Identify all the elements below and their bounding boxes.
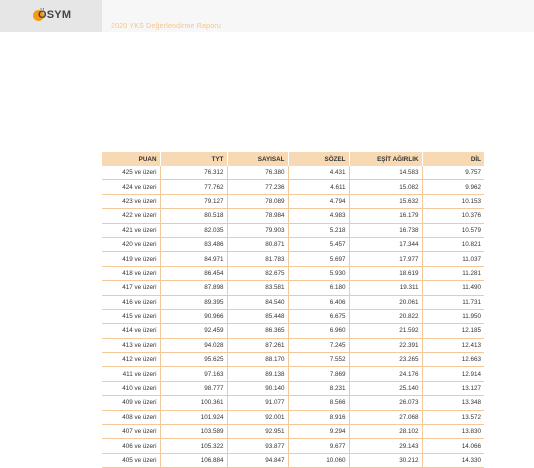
table-cell: 5.697 xyxy=(288,252,349,266)
table-cell: 82.035 xyxy=(160,223,227,237)
table-header-row xyxy=(102,152,484,166)
table-cell: 423 ve üzeri xyxy=(102,194,160,208)
table-row xyxy=(102,396,484,410)
table-cell: 424 ve üzeri xyxy=(102,180,160,194)
table-cell: 87.261 xyxy=(227,338,288,352)
table-row xyxy=(102,281,484,295)
table-cell: 418 ve üzeri xyxy=(102,266,160,280)
table-cell: 79.903 xyxy=(227,223,288,237)
table-cell: 4.611 xyxy=(288,180,349,194)
table-cell: 82.675 xyxy=(227,266,288,280)
table-cell: 4.431 xyxy=(288,166,349,180)
table-cell: 24.176 xyxy=(349,367,422,381)
table-cell: 25.140 xyxy=(349,381,422,395)
column-header: TYT xyxy=(160,152,227,166)
osym-logo xyxy=(0,0,102,32)
table-cell: 12.413 xyxy=(422,338,484,352)
table-cell: 4.794 xyxy=(288,194,349,208)
table-cell: 13.127 xyxy=(422,381,484,395)
table-row xyxy=(102,252,484,266)
table-cell: 83.581 xyxy=(227,281,288,295)
table-cell: 19.311 xyxy=(349,281,422,295)
table-cell: 17.977 xyxy=(349,252,422,266)
table-cell: 405 ve üzeri xyxy=(102,453,160,467)
table-cell: 6.406 xyxy=(288,295,349,309)
table-cell: 10.153 xyxy=(422,194,484,208)
column-header: DİL xyxy=(422,152,484,166)
table-cell: 419 ve üzeri xyxy=(102,252,160,266)
table-cell: 412 ve üzeri xyxy=(102,353,160,367)
table-cell: 22.391 xyxy=(349,338,422,352)
table-cell: 95.625 xyxy=(160,353,227,367)
table-cell: 20.061 xyxy=(349,295,422,309)
table-cell: 11.037 xyxy=(422,252,484,266)
table-cell: 84.540 xyxy=(227,295,288,309)
table-cell: 13.348 xyxy=(422,396,484,410)
table-cell: 16.738 xyxy=(349,223,422,237)
table-cell: 10.579 xyxy=(422,223,484,237)
column-header: PUAN xyxy=(102,152,160,166)
table-cell: 88.170 xyxy=(227,353,288,367)
table-cell: 13.830 xyxy=(422,425,484,439)
table-cell: 6.960 xyxy=(288,324,349,338)
table-row xyxy=(102,367,484,381)
table-cell: 14.330 xyxy=(422,453,484,467)
table-cell: 6.675 xyxy=(288,309,349,323)
table-cell: 20.822 xyxy=(349,309,422,323)
table-cell: 9.757 xyxy=(422,166,484,180)
report-title: 2020 YKS Değerlendirme Raporu xyxy=(111,23,221,30)
table-cell: 21.592 xyxy=(349,324,422,338)
table-cell: 6.180 xyxy=(288,281,349,295)
column-header: SAYISAL xyxy=(227,152,288,166)
table-row xyxy=(102,324,484,338)
table-row xyxy=(102,453,484,467)
table-cell: 27.068 xyxy=(349,410,422,424)
table-cell: 422 ve üzeri xyxy=(102,209,160,223)
table-cell: 410 ve üzeri xyxy=(102,381,160,395)
table-cell: 5.930 xyxy=(288,266,349,280)
table-cell: 7.869 xyxy=(288,367,349,381)
table-cell: 76.380 xyxy=(227,166,288,180)
table-cell: 78.089 xyxy=(227,194,288,208)
table-cell: 84.971 xyxy=(160,252,227,266)
table-cell: 7.552 xyxy=(288,353,349,367)
table-row xyxy=(102,295,484,309)
table-cell: 11.281 xyxy=(422,266,484,280)
table-cell: 97.163 xyxy=(160,367,227,381)
table-cell: 12.185 xyxy=(422,324,484,338)
table-cell: 10.376 xyxy=(422,209,484,223)
table-cell: 9.962 xyxy=(422,180,484,194)
table-cell: 94.847 xyxy=(227,453,288,467)
table-row xyxy=(102,425,484,439)
table-cell: 92.951 xyxy=(227,425,288,439)
table-cell: 420 ve üzeri xyxy=(102,237,160,251)
table-cell: 14.066 xyxy=(422,439,484,453)
table-cell: 100.361 xyxy=(160,396,227,410)
table-cell: 90.966 xyxy=(160,309,227,323)
table-cell: 26.073 xyxy=(349,396,422,410)
table-cell: 29.143 xyxy=(349,439,422,453)
table-cell: 30.212 xyxy=(349,453,422,467)
table-row xyxy=(102,223,484,237)
table-cell: 90.140 xyxy=(227,381,288,395)
table-cell: 407 ve üzeri xyxy=(102,425,160,439)
table-cell: 16.179 xyxy=(349,209,422,223)
table-row xyxy=(102,309,484,323)
table-cell: 103.589 xyxy=(160,425,227,439)
column-header: SÖZEL xyxy=(288,152,349,166)
table-cell: 78.984 xyxy=(227,209,288,223)
table-cell: 8.566 xyxy=(288,396,349,410)
table-cell: 5.218 xyxy=(288,223,349,237)
table-cell: 14.583 xyxy=(349,166,422,180)
table-cell: 421 ve üzeri xyxy=(102,223,160,237)
table-cell: 408 ve üzeri xyxy=(102,410,160,424)
table-cell: 411 ve üzeri xyxy=(102,367,160,381)
table-cell: 77.236 xyxy=(227,180,288,194)
table-cell: 8.231 xyxy=(288,381,349,395)
table-cell: 15.082 xyxy=(349,180,422,194)
table-cell: 15.632 xyxy=(349,194,422,208)
table-cell: 413 ve üzeri xyxy=(102,338,160,352)
table-row xyxy=(102,166,484,180)
table-cell: 13.572 xyxy=(422,410,484,424)
table-cell: 92.459 xyxy=(160,324,227,338)
table-cell: 23.265 xyxy=(349,353,422,367)
table-row xyxy=(102,338,484,352)
table-cell: 10.060 xyxy=(288,453,349,467)
table-cell: 93.877 xyxy=(227,439,288,453)
table-cell: 106.884 xyxy=(160,453,227,467)
table-cell: 11.731 xyxy=(422,295,484,309)
table-cell: 89.138 xyxy=(227,367,288,381)
table-cell: 83.486 xyxy=(160,237,227,251)
table-cell: 105.322 xyxy=(160,439,227,453)
table-cell: 76.312 xyxy=(160,166,227,180)
table-cell: 12.914 xyxy=(422,367,484,381)
table-cell: 80.518 xyxy=(160,209,227,223)
table-cell: 98.777 xyxy=(160,381,227,395)
table-cell: 87.898 xyxy=(160,281,227,295)
table-cell: 406 ve üzeri xyxy=(102,439,160,453)
table-cell: 11.950 xyxy=(422,309,484,323)
table-cell: 415 ve üzeri xyxy=(102,309,160,323)
table-row xyxy=(102,237,484,251)
table-cell: 4.983 xyxy=(288,209,349,223)
table-cell: 417 ve üzeri xyxy=(102,281,160,295)
table-body xyxy=(102,166,484,468)
score-distribution-table-wrap xyxy=(102,152,484,468)
table-row xyxy=(102,266,484,280)
logo-text: ÖSYM xyxy=(38,9,72,21)
table-cell: 12.663 xyxy=(422,353,484,367)
table-cell: 85.448 xyxy=(227,309,288,323)
table-cell: 79.127 xyxy=(160,194,227,208)
table-cell: 86.365 xyxy=(227,324,288,338)
table-cell: 17.344 xyxy=(349,237,422,251)
table-row xyxy=(102,180,484,194)
table-cell: 5.457 xyxy=(288,237,349,251)
table-row xyxy=(102,209,484,223)
table-cell: 7.245 xyxy=(288,338,349,352)
table-cell: 9.294 xyxy=(288,425,349,439)
table-row xyxy=(102,439,484,453)
score-distribution-table xyxy=(102,152,484,468)
table-cell: 414 ve üzeri xyxy=(102,324,160,338)
table-row xyxy=(102,353,484,367)
table-cell: 425 ve üzeri xyxy=(102,166,160,180)
table-cell: 416 ve üzeri xyxy=(102,295,160,309)
table-cell: 9.677 xyxy=(288,439,349,453)
column-header: EŞİT AĞIRLIK xyxy=(349,152,422,166)
table-cell: 89.395 xyxy=(160,295,227,309)
table-row xyxy=(102,381,484,395)
table-cell: 11.490 xyxy=(422,281,484,295)
table-cell: 92.001 xyxy=(227,410,288,424)
table-cell: 86.454 xyxy=(160,266,227,280)
table-row xyxy=(102,410,484,424)
table-cell: 8.916 xyxy=(288,410,349,424)
table-cell: 91.077 xyxy=(227,396,288,410)
table-cell: 94.028 xyxy=(160,338,227,352)
table-cell: 101.924 xyxy=(160,410,227,424)
table-row xyxy=(102,194,484,208)
table-cell: 81.783 xyxy=(227,252,288,266)
table-cell: 409 ve üzeri xyxy=(102,396,160,410)
table-cell: 80.871 xyxy=(227,237,288,251)
table-cell: 77.762 xyxy=(160,180,227,194)
table-cell: 28.102 xyxy=(349,425,422,439)
table-cell: 10.821 xyxy=(422,237,484,251)
table-cell: 18.619 xyxy=(349,266,422,280)
